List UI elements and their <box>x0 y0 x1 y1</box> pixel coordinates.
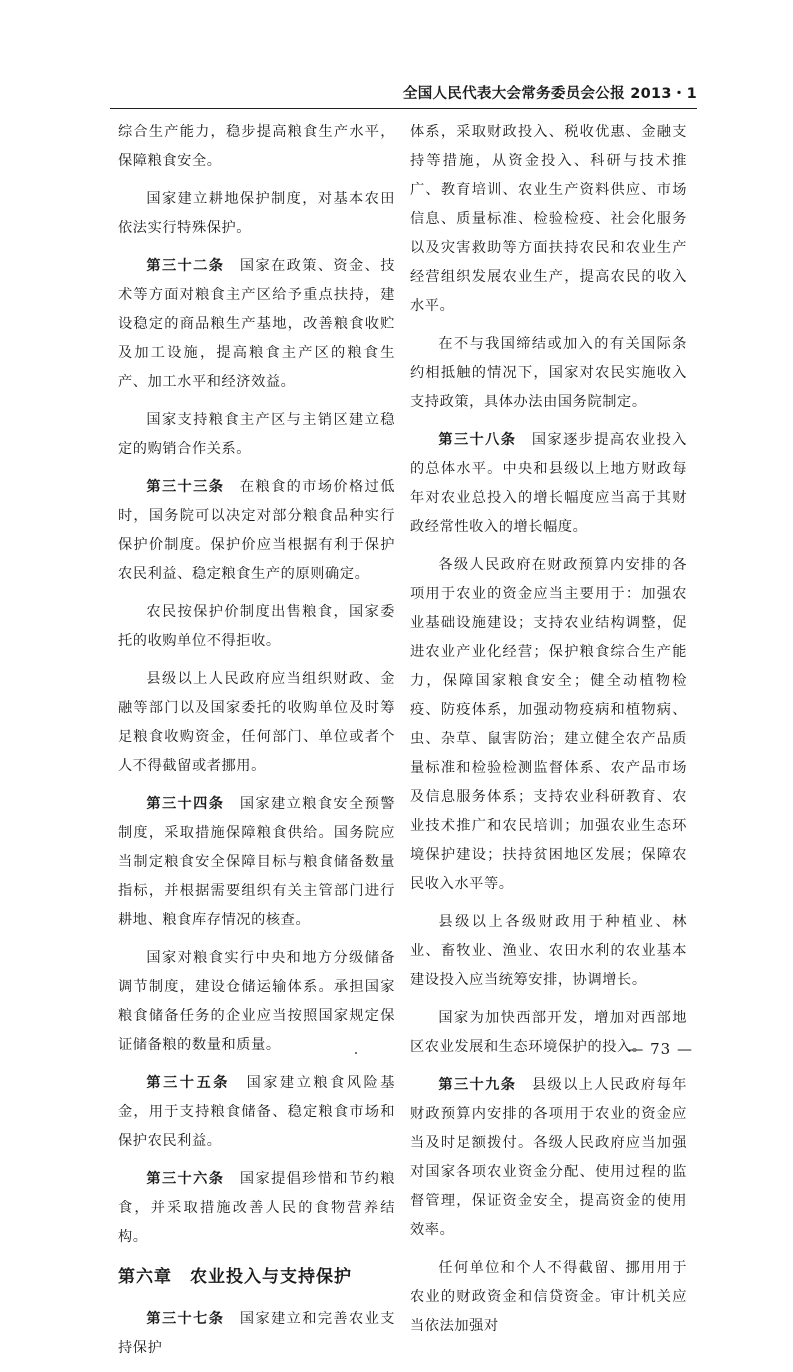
paragraph: 县级以上各级财政用于种植业、林业、畜牧业、渔业、农田水利的农业基本建设投入应当统筹安排，协调增长。 <box>410 914 687 988</box>
article-text: 国家建立粮食风险基金，用于支持粮食储备、稳定粮食市场和保护农民利益。 <box>118 1075 395 1149</box>
paragraph: 国家为加快西部开发，增加对西部地区农业发展和生态环境保护的投入。 <box>410 1010 687 1055</box>
article-paragraph <box>118 252 395 397</box>
paragraph: 国家支持粮食主产区与主销区建立稳定的购销合作关系。 <box>118 412 395 457</box>
article-paragraph <box>410 426 687 542</box>
article-text: 国家逐步提高农业投入的总体水平。中央和县级以上地方财政每年对农业总投入的增长幅度应当高于其财政经常性收入的增长幅度。 <box>410 432 687 535</box>
article-text: 国家在政策、资金、技术等方面对粮食主产区给予重点扶持，建设稳定的商品粮生产基地，改善粮食收贮及加工设施，提高粮食主产区的粮食生产、加工水平和经济效益。 <box>118 258 395 390</box>
article-text: 县级以上人民政府每年财政预算内安排的各项用于农业的资金应当及时足额拨付。各级人民政府应当加强对国家各项农业资金分配、使用过程的监督管理，保证资金安全，提高资金的使用效率。 <box>410 1077 687 1238</box>
article-number: 第三十八条 <box>438 432 517 448</box>
article-number: 第三十六条 <box>146 1171 225 1187</box>
article-number: 第三十五条 <box>146 1075 230 1091</box>
article-paragraph <box>118 790 395 935</box>
article-paragraph <box>118 1305 395 1363</box>
right-column <box>410 118 687 1350</box>
paragraph: 综合生产能力，稳步提高粮食生产水平，保障粮食安全。 <box>118 124 395 169</box>
page-number: — 73 — <box>628 1040 693 1058</box>
article-number: 第三十二条 <box>146 258 225 274</box>
article-text: 国家建立粮食安全预警制度，采取措施保障粮食供给。国务院应当制定粮食安全保障目标与粮食储备数量指标，并根据需要组织有关主管部门进行耕地、粮食库存情况的核查。 <box>118 796 395 928</box>
article-paragraph <box>118 473 395 589</box>
article-paragraph <box>118 1165 395 1252</box>
article-number: 第三十三条 <box>146 479 225 495</box>
article-paragraph <box>118 1069 395 1156</box>
paragraph: 在不与我国缔结或加入的有关国际条约相抵触的情况下，国家对农民实施收入支持政策，具体办法由国务院制定。 <box>410 336 687 410</box>
paragraph: 国家建立耕地保护制度，对基本农田依法实行特殊保护。 <box>118 191 395 236</box>
left-column <box>118 118 395 1372</box>
paragraph: 任何单位和个人不得截留、挪用用于农业的财政资金和信贷资金。审计机关应当依法加强对 <box>410 1260 687 1334</box>
paragraph: 国家对粮食实行中央和地方分级储备调节制度，建设仓储运输体系。承担国家粮食储备任务的企业应当按照国家规定保证储备粮的数量和质量。 <box>118 950 395 1053</box>
article-paragraph <box>410 1071 687 1245</box>
article-number: 第三十七条 <box>146 1311 225 1327</box>
article-text: 在粮食的市场价格过低时，国务院可以决定对部分粮食品种实行保护价制度。保护价应当根据有利于保护农民利益、稳定粮食生产的原则确定。 <box>118 479 395 582</box>
paragraph: 体系，采取财政投入、税收优惠、金融支持等措施，从资金投入、科研与技术推广、教育培训、农业生产资料供应、市场信息、质量标准、检验检疫、社会化服务以及灾害救助等方面扶持农民和农业生产经营组织发展农业生产，提高农民的收入水平。 <box>410 124 687 314</box>
paragraph: 各级人民政府在财政预算内安排的各项用于农业的资金应当主要用于：加强农业基础设施建设；支持农业结构调整，促进农业产业化经营；保护粮食综合生产能力，保障国家粮食安全；健全动植物检疫、防疫体系，加强动物疫病和植物病、虫、杂草、鼠害防治；建立健全农产品质量标准和检验检测监督体系、农产品市场及信息服务体系；支持农业科研教育、农业技术推广和农民培训；加强农业生态环境保护建设；扶持贫困地区发展；保障农民收入水平等。 <box>410 557 687 892</box>
chapter-heading: 第六章 农业投入与支持保护 <box>118 1267 352 1287</box>
page-header <box>110 78 697 109</box>
print-speck <box>355 1052 357 1054</box>
article-number: 第三十九条 <box>438 1077 517 1093</box>
paragraph: 农民按保护价制度出售粮食，国家委托的收购单位不得拒收。 <box>118 604 395 649</box>
article-number: 第三十四条 <box>146 796 225 812</box>
article-text: 国家提倡珍惜和节约粮食，并采取措施改善人民的食物营养结构。 <box>118 1171 395 1245</box>
article-text: 国家建立和完善农业支持保护 <box>118 1311 395 1356</box>
paragraph: 县级以上人民政府应当组织财政、金融等部门以及国家委托的收购单位及时筹足粮食收购资金，任何部门、单位或者个人不得截留或者挪用。 <box>118 671 395 774</box>
journal-title: 全国人民代表大会常务委员会公报 2013・1 <box>402 86 697 102</box>
